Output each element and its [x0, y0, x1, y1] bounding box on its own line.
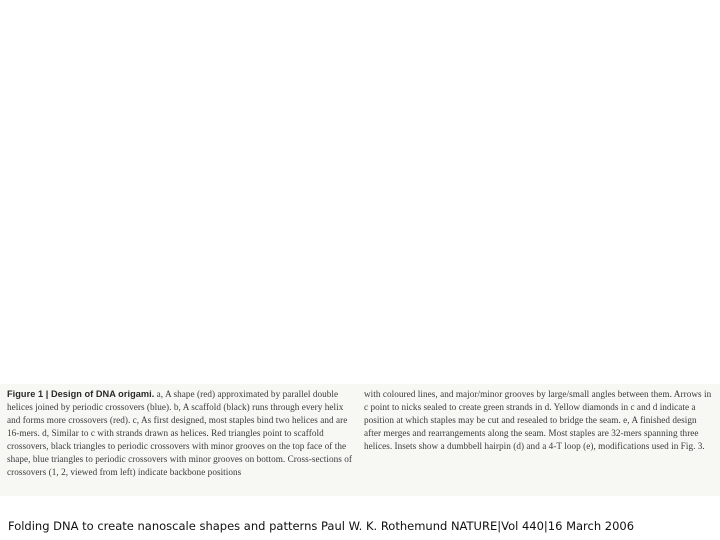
- caption-right-text: with coloured lines, and major/minor grooves by large/small angles between them. Arrows in c point to nicks sealed to create green strands in d. Yellow diamonds in c and d indicate a position at which staples may be cut and resealed to bridge the seam. e, A finished design after merges and rearrangements along the seam. Most staples are 32-mers spanning three helices. Insets show a dumbbell hairpin (d) and a 4-T loop (e), modifications used in Fig. 3.: [364, 389, 712, 451]
- caption-left-column: [7, 388, 353, 479]
- caption-left-text: a, A shape (red) approximated by parallel double helices joined by periodic crossovers (blue). b, A scaffold (black) runs through every helix and forms more crossovers (red). c, As first designed, most staples bind two helices and are 16-mers. d, Similar to c with strands drawn as helices. Red triangles point to scaffold crossovers, black triangles to periodic crossovers with minor grooves on the top face of the shape, blue triangles to periodic crossovers with minor grooves on bottom. Cross-sections of crossovers (1, 2, viewed from left) indicate backbone positions: [7, 389, 352, 477]
- caption-right-column: [364, 388, 714, 453]
- figure-label: Figure 1 | Design of DNA origami.: [7, 389, 155, 399]
- citation-footer: Folding DNA to create nanoscale shapes and patterns Paul W. K. Rothemund NATURE|Vol 440|16 March 2006: [8, 519, 635, 533]
